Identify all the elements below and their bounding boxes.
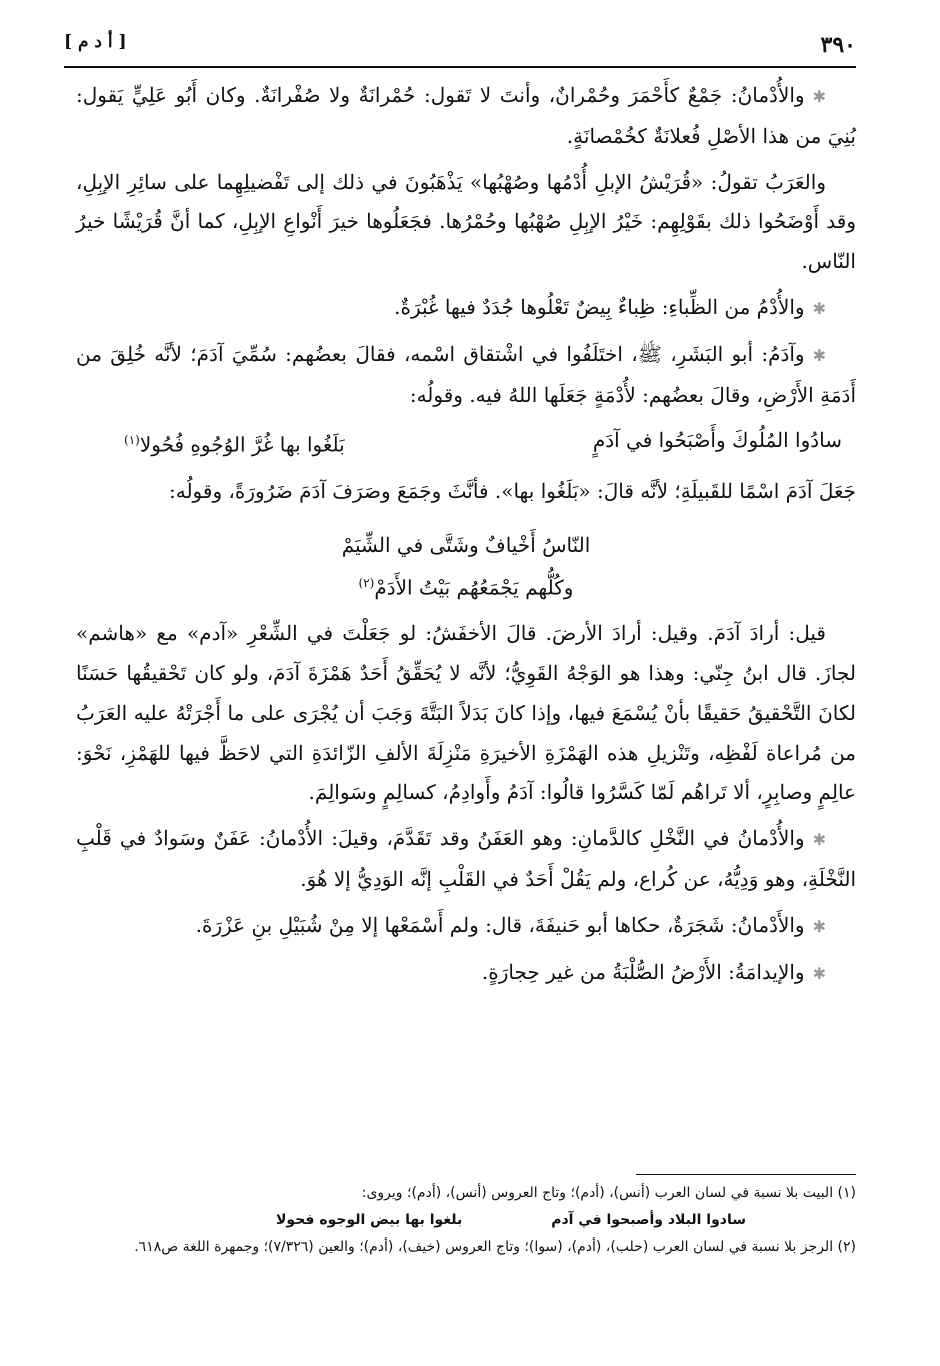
footnote-ref: (٢) [358,575,375,590]
verse-text: بَلَغُوا بها غُرَّ الوُجُوهِ فُحُولا [139,433,345,458]
entry-paragraph [76,953,856,994]
footnote-rule [636,1174,856,1175]
footnote-ref: (١) [124,433,140,448]
asterisk-icon: ✱ [812,830,826,850]
paragraph-text: والإيدامَةُ: الأَرْضُ الصُّلْبَةُ من غير حِجارَةٍ. [481,959,805,984]
footnote-1: (١) البيت بلا نسبة في لسان العرب (أنس)، (أدم)؛ وتاج العروس (أنس)، (أدم)؛ ويروى: [361,1185,856,1201]
paragraph-text: قيل: أرادَ آدَمَ. وقيل: أرادَ الأرضَ. قالَ الأخفَشُ: لو جَعَلْتَ في الشِّعْرِ «آدم» مع «هاشم» لجازَ. قال ابنُ جِنّي: وهذا هو الوَجْهُ القَوِيُّ؛ لأنَّه لا يُحَقِّقُ أَحَدٌ هَمْزَةَ آدَمَ، ولو كان تَحْقيقُها حَسَنًا لكانَ التَّحْقيقُ حَقيقًا بأنْ يُسْمَعَ فيها، وإذا كانَ بَدَلاً البَتَّةَ وَجَبَ أن يُجْرَى على ما أَجْرَتْهُ عليه العَرَبُ من مُراعاة لَفْظِه، وتَنْزيلِ هذه الهَمْزَةِ الأخيرَةِ مَنْزِلَةَ الألفِ الزّائدَةِ التي لاحَظَّ فيها للهَمْزِ، نَحْوَ: عالِمٍ وصابِرٍ، ألا تَراهُم لَمّا كَسَّرُوا قالُوا: آدَمُ وأَوادِمُ، كسالِمٍ وسَوالِمَ. [76,621,857,805]
asterisk-icon: ✱ [812,916,826,936]
entry-paragraph [76,335,856,416]
footnotes [76,1180,856,1261]
asterisk-icon: ✱ [812,87,826,106]
footnote-verse [76,1207,856,1234]
paragraph-text: والأُدْمانُ في النَّخْلِ كالدَّمانِ: وهو العَفَنُ وقد تَقَدَّمَ، وقيلَ: الأُدْمانُ: عَفَنٌ وسَوادٌ في قَلْبِ النَّخْلَةِ، وهو وَدِيُّهُ، عن كُراع، ولم يَقُلْ أَحَدٌ في القَلْبِ إنَّه الوَدِيُّ إلا هُوَ. [76,826,856,892]
rajaz-line [76,564,856,607]
verse-line [76,421,856,465]
asterisk-icon: ✱ [812,345,826,365]
page-header [64,28,856,64]
root-label: [ أ د م ] [64,32,127,52]
paragraph-text: والأُدْمُ من الظِّباءِ: ظِباءٌ بِيضٌ تَعْلُوها جُدَدٌ فيها غُبْرَةٌ. [394,294,805,319]
asterisk-icon: ✱ [812,298,826,318]
entry-paragraph [76,288,856,329]
entry-paragraph [76,819,856,900]
entry-paragraph [76,76,856,157]
paragraph-text: وآدَمُ: أبو البَشَرِ، ﷺ، اختَلَفُوا في اشْتقاق اسْمه، فقالَ بعضُهم: سُمِّيَ آدَمَ؛ لأنَّه خُلِقَ من أَدَمَةِ الأَرْضِ، وقالَ بعضُهم: لأُدْمَةٍ جَعَلَها اللهُ فيه. وقولُه: [76,341,856,407]
rajaz-line: النّاسُ أَخْيافٌ وشَتَّى في الشِّيَمْ [341,532,591,557]
entry-paragraph [76,906,856,947]
verse-first-hemistich: سادُوا المُلُوكَ وأَصْبَحُوا في آدَمٍ [592,428,842,453]
paragraph-text: جَعَلَ آدَمَ اسْمًا للقَبيلَةِ؛ لأنَّه قالَ: «بَلَغُوا بها». فأنَّثَ وجَمَعَ وصَرَفَ آدَمَ ضَرُورَةً، وقولُه: [169,478,856,503]
header-rule [64,66,856,68]
paragraph-text: والأُدْمانُ: جَمْعٌ كأَحْمَرَ وحُمْرانٌ، وأنتَ لا تَقول: حُمْرانَةٌ ولا صُفْرانَةٌ. وكان أَبُو عَلِيٍّ يَقول: بُنِيَ من هذا الأصْلِ فُعلانَةٌ كخُمْصانَةٍ. [76,83,856,148]
footnote-2: (٢) الرجز بلا نسبة في لسان العرب (حلب)، (أدم)، (سوا)؛ وتاج العروس (خيف)، (أدم)؛ والعين (٧/٣٢٦)؛ وجمهرة اللغة ص٦١٨. [134,1239,856,1255]
entry-paragraph [76,163,856,282]
entry-paragraph [76,614,856,813]
verse-second-hemistich [124,421,345,465]
rajaz-text: وكُلُّهم يَجْمَعُهُم بَيْتُ الأَدَمْ [374,575,574,600]
asterisk-icon: ✱ [812,963,826,983]
footnote-verse-second: بلغوا بها بيض الوجوه فحولا [276,1212,463,1228]
paragraph-text: والعَرَبُ تقولُ: «قُرَيْشُ الإبلِ أُدْمُها وصُهْبُها» يَذْهَبُونَ في ذلك إلى تَفْضيلِهِما على سائِرِ الإبِلِ، وقد أَوْضَحُوا ذلك بقَوْلِهِم: خَيْرُ الإبِلِ صُهْبُها وحُمْرُها. فجَعَلُوها خيرَ أَنْواعِ الإبِلِ، كما أنَّ قُرَيْشًا خيرُ النّاس. [76,169,856,274]
entry-paragraph [76,472,856,512]
rajaz-block [76,526,856,607]
paragraph-text: والأَدْمانُ: شَجَرَةٌ، حكاها أبو حَنيفَةَ، قال: ولم أَسْمَعْها إلا مِنْ شُبَيْلِ بنِ عَزْرَةَ. [195,912,805,937]
footnote-verse-first: سادوا البلاد وأصبحوا في آدم [551,1212,746,1228]
main-text [76,76,856,999]
page-number: ٣٩٠ [820,32,856,58]
